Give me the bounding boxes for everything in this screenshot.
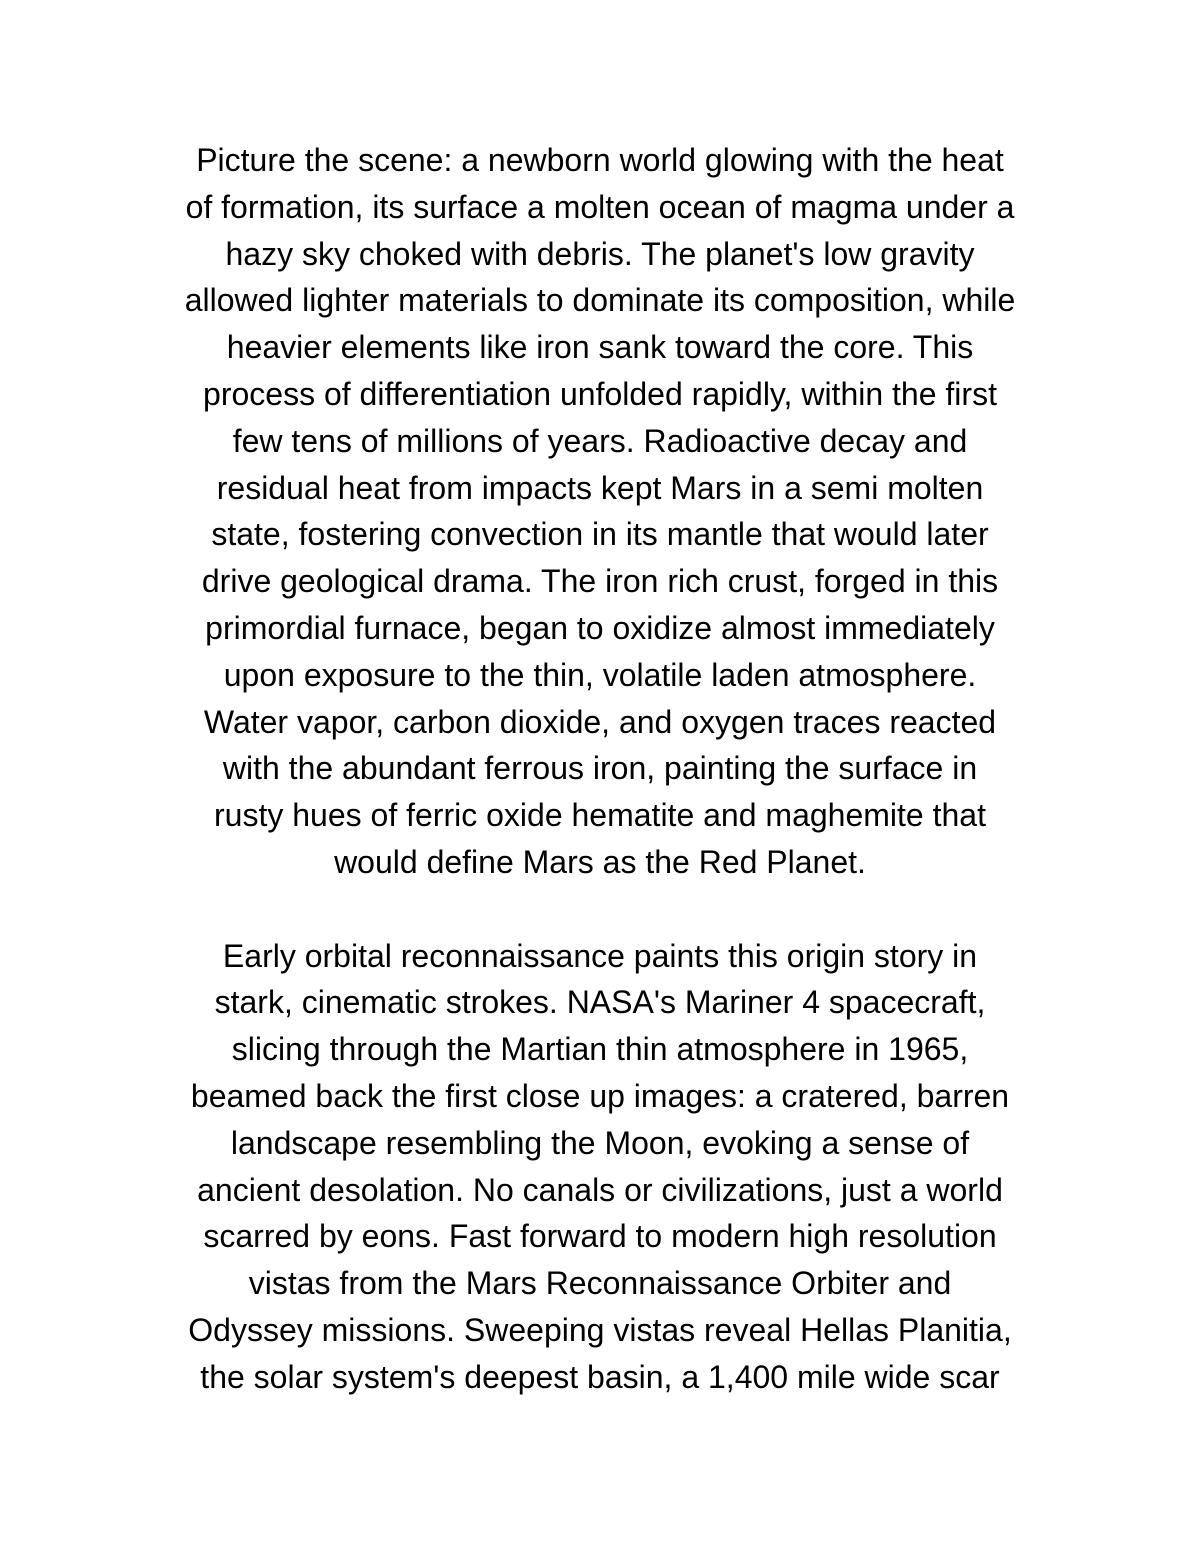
text-line: process of differentiation unfolded rapidly, within the first bbox=[203, 375, 997, 412]
text-line: heavier elements like iron sank toward the core. This bbox=[226, 329, 974, 366]
text-line: ancient desolation. No canals or civilizations, just a world bbox=[197, 1171, 1003, 1208]
text-line: beamed back the first close up images: a cratered, barren bbox=[190, 1077, 1010, 1114]
text-line: of formation, its surface a molten ocean of magma under a bbox=[185, 188, 1015, 225]
text-line: upon exposure to the thin, volatile laden atmosphere. bbox=[223, 656, 977, 693]
text-line: slicing through the Martian thin atmosphere in 1965, bbox=[231, 1031, 969, 1068]
text-line: would define Mars as the Red Planet. bbox=[334, 843, 866, 880]
text-line: Water vapor, carbon dioxide, and oxygen traces reacted bbox=[203, 703, 997, 740]
paragraph-spacer bbox=[120, 886, 1080, 933]
text-line: with the abundant ferrous iron, painting the surface in bbox=[222, 750, 978, 787]
text-line: the solar system's deepest basin, a 1,400 mile wide scar bbox=[200, 1358, 1000, 1395]
text-line: landscape resembling the Moon, evoking a sense of bbox=[230, 1124, 970, 1161]
text-line: scarred by eons. Fast forward to modern high resolution bbox=[203, 1218, 997, 1255]
text-line: few tens of millions of years. Radioactive decay and bbox=[232, 422, 968, 459]
text-line: drive geological drama. The iron rich crust, forged in this bbox=[201, 563, 999, 600]
text-line: rusty hues of ferric oxide hematite and maghemite that bbox=[214, 797, 986, 834]
text-line: residual heat from impacts kept Mars in a semi molten bbox=[216, 469, 984, 506]
text-line: hazy sky choked with debris. The planet's low gravity bbox=[225, 235, 975, 272]
text-line: Early orbital reconnaissance paints this origin story in bbox=[222, 937, 978, 974]
text-line: Odyssey missions. Sweeping vistas reveal Hellas Planitia, bbox=[188, 1311, 1012, 1348]
text-line: allowed lighter materials to dominate its composition, while bbox=[184, 282, 1016, 319]
document-body bbox=[120, 137, 1080, 1401]
text-line: vistas from the Mars Reconnaissance Orbiter and bbox=[248, 1265, 952, 1302]
paragraph-2 bbox=[120, 933, 1080, 1401]
paragraph-1 bbox=[120, 137, 1080, 886]
text-line: Picture the scene: a newborn world glowing with the heat bbox=[196, 142, 1004, 178]
text-line: state, fostering convection in its mantle that would later bbox=[211, 516, 989, 553]
text-line: stark, cinematic strokes. NASA's Mariner 4 spacecraft, bbox=[214, 984, 986, 1021]
text-line: primordial furnace, began to oxidize almost immediately bbox=[205, 609, 995, 646]
